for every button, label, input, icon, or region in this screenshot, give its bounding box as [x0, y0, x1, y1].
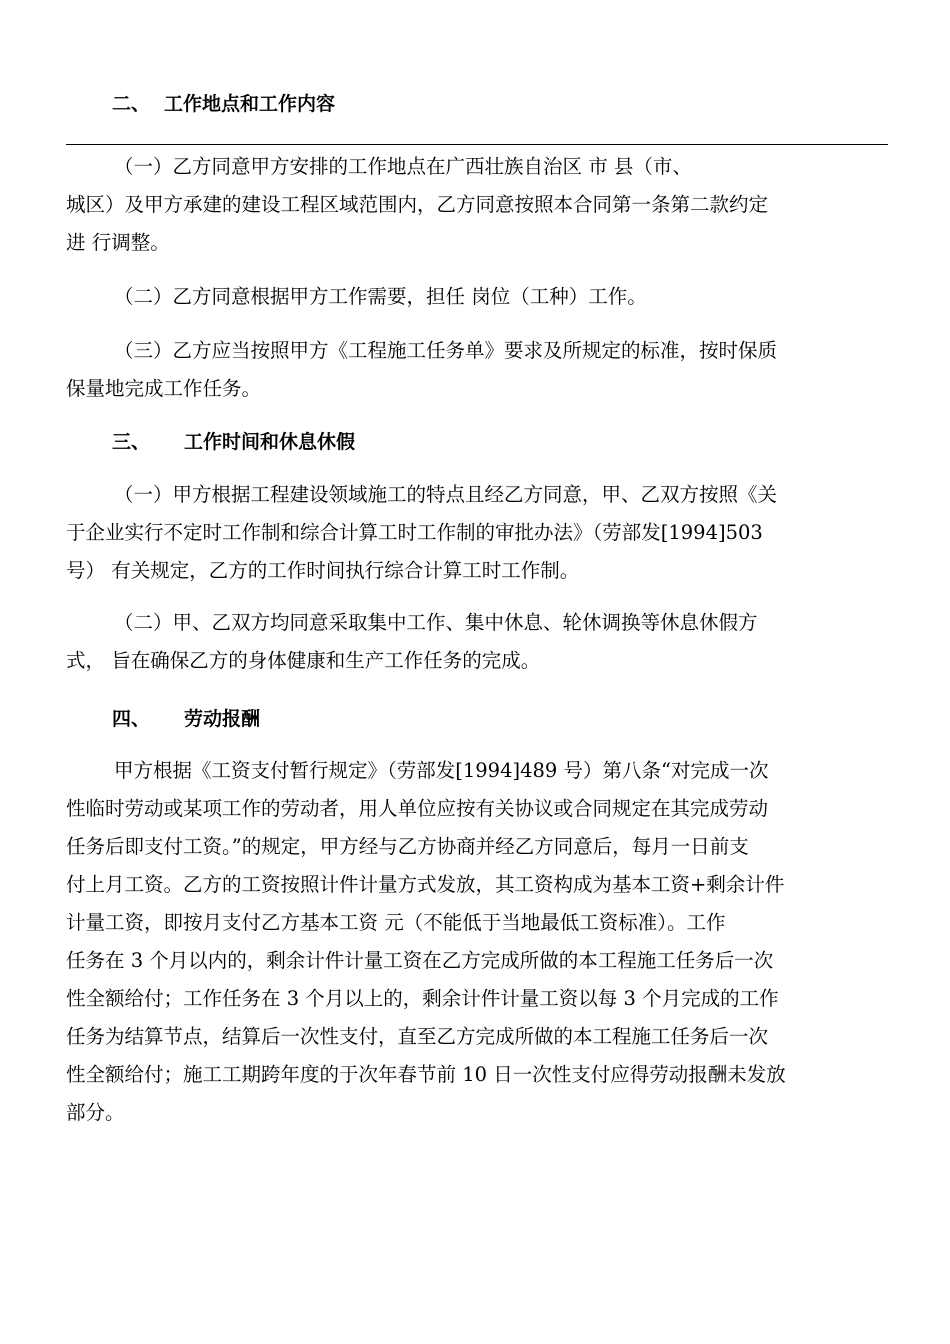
text-line: 城区）及甲方承建的建设工程区域范围内，乙方同意按照本合同第一条第二款约定	[66, 193, 769, 216]
section-3-heading	[112, 430, 355, 454]
text-line: （二）甲、乙双方均同意采取集中工作、集中休息、轮休调换等休息休假方	[114, 611, 758, 634]
text-line: 计量工资，即按月支付乙方基本工资 元（不能低于当地最低工资标准）。工作	[66, 911, 726, 934]
section-2-number: 二、	[112, 93, 151, 115]
section-3-title: 工作时间和休息休假	[184, 431, 356, 453]
text-line: 付上月工资。乙方的工资按照计件计量方式发放，其工资构成为基本工资+剩余计件	[66, 873, 785, 896]
section-3-number: 三、	[112, 431, 151, 453]
text-line: 性全额给付；施工工期跨年度的于次年春节前 10 日一次性支付应得劳动报酬未发放	[66, 1063, 786, 1086]
text-line: 任务为结算节点，结算后一次性支付，直至乙方完成所做的本工程施工任务后一次	[66, 1025, 769, 1048]
section-4-paragraph-1	[66, 752, 894, 1132]
section-2-title: 工作地点和工作内容	[164, 93, 336, 115]
text-line: （三）乙方应当按照甲方《工程施工任务单》要求及所规定的标准，按时保质	[114, 339, 778, 362]
text-line: （一）乙方同意甲方安排的工作地点在广西壮族自治区 市 县（市、	[114, 155, 692, 178]
section-3-paragraph-2	[66, 604, 894, 680]
text-line: 甲方根据《工资支付暂行规定》（劳部发[1994]489 号）第八条“对完成一次	[114, 759, 769, 782]
horizontal-rule	[66, 144, 888, 145]
text-line: 于企业实行不定时工作制和综合计算工时工作制的审批办法》（劳部发[1994]503	[66, 521, 763, 544]
section-2-paragraph-3	[66, 332, 894, 408]
text-line: 性临时劳动或某项工作的劳动者，用人单位应按有关协议或合同规定在其完成劳动	[66, 797, 769, 820]
text-line: 任务在 3 个月以内的，剩余计件计量工资在乙方完成所做的本工程施工任务后一次	[66, 949, 774, 972]
section-2-paragraph-1	[66, 148, 894, 262]
text-line: 号） 有关规定，乙方的工作时间执行综合计算工时工作制。	[66, 559, 580, 582]
section-4-title: 劳动报酬	[184, 708, 261, 730]
text-line: 进 行调整。	[66, 231, 170, 254]
text-line: （一）甲方根据工程建设领域施工的特点且经乙方同意，甲、乙双方按照《关	[114, 483, 778, 506]
text-line: 保量地完成工作任务。	[66, 377, 262, 400]
text-line: 性全额给付；工作任务在 3 个月以上的，剩余计件计量工资以每 3 个月完成的工作	[66, 987, 779, 1010]
section-4-number: 四、	[112, 708, 151, 730]
text-line: （二）乙方同意根据甲方工作需要，担任 岗位（工种）工作。	[114, 285, 647, 308]
text-line: 式， 旨在确保乙方的身体健康和生产工作任务的完成。	[66, 649, 541, 672]
section-2-heading	[112, 92, 335, 116]
text-line: 部分。	[66, 1101, 125, 1124]
section-2-paragraph-2	[66, 278, 894, 316]
section-4-heading	[112, 707, 260, 731]
section-3-paragraph-1	[66, 476, 894, 590]
text-line: 任务后即支付工资。”的规定，甲方经与乙方协商并经乙方同意后，每月一日前支	[66, 835, 749, 858]
